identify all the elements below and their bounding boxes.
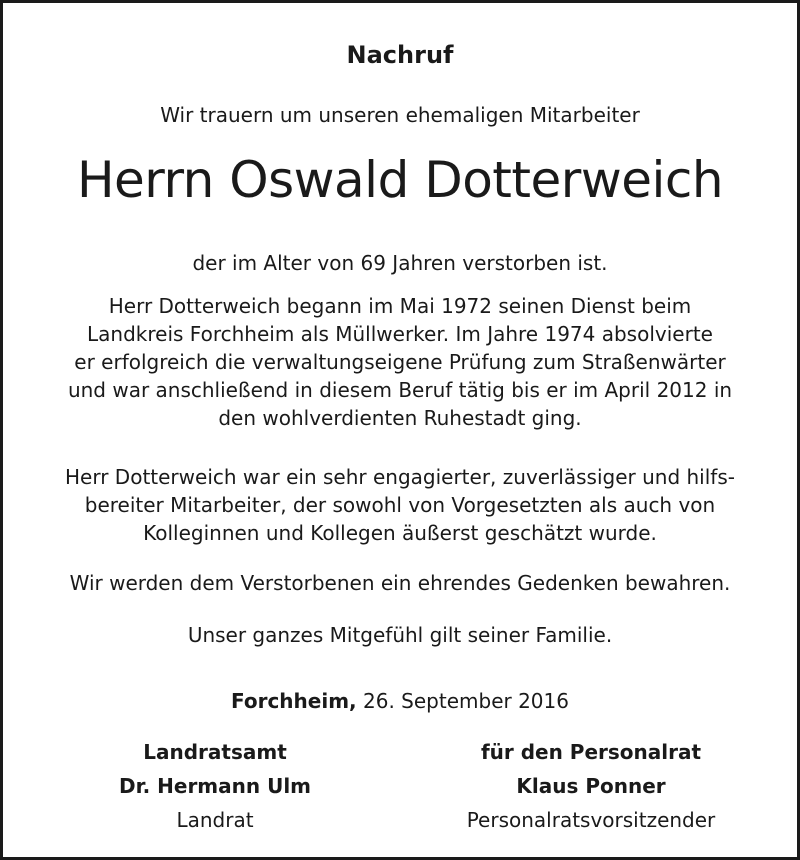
notice-heading: Nachruf bbox=[346, 41, 454, 69]
signature-role: Landrat bbox=[176, 808, 254, 832]
signature-role: Personalratsvorsitzender bbox=[466, 808, 716, 832]
biography-line: den wohlverdienten Ruhestadt ging. bbox=[218, 406, 582, 430]
biography-line: Landkreis Forchheim als Müllwerker. Im Jahre 1974 absolvierte bbox=[87, 322, 713, 346]
signature-organization: für den Personalrat bbox=[480, 740, 702, 764]
deceased-name: Herrn Oswald Dotterweich bbox=[76, 151, 724, 209]
remembrance-line: Wir werden dem Verstorbenen ein ehrendes Gedenken bewahren. bbox=[69, 571, 731, 595]
dedication-paragraph bbox=[3, 463, 797, 547]
biography-paragraph bbox=[3, 292, 797, 432]
notice-date: 26. September 2016 bbox=[363, 689, 569, 713]
place-date-line bbox=[3, 689, 797, 713]
dedication-line: Herr Dotterweich war ein sehr engagierter, zuverlässiger und hilfs- bbox=[65, 465, 735, 489]
dedication-line: Kolleginnen und Kollegen äußerst geschätzt wurde. bbox=[143, 521, 657, 545]
age-line: der im Alter von 69 Jahren verstorben ist. bbox=[192, 251, 608, 275]
signature-block-landratsamt bbox=[65, 735, 365, 837]
signature-block-personalrat bbox=[441, 735, 741, 837]
intro-line: Wir trauern um unseren ehemaligen Mitarbeiter bbox=[160, 103, 640, 127]
sympathy-line: Unser ganzes Mitgefühl gilt seiner Familie. bbox=[187, 623, 613, 647]
biography-line: und war anschließend in diesem Beruf tätig bis er im April 2012 in bbox=[67, 378, 733, 402]
signature-person: Klaus Ponner bbox=[516, 774, 666, 798]
signature-person: Dr. Hermann Ulm bbox=[118, 774, 312, 798]
place-name: Forchheim, bbox=[231, 689, 357, 713]
biography-line: er erfolgreich die verwaltungseigene Prüfung zum Straßenwärter bbox=[74, 350, 726, 374]
signature-organization: Landratsamt bbox=[143, 740, 287, 764]
biography-line: Herr Dotterweich begann im Mai 1972 seinen Dienst beim bbox=[108, 294, 692, 318]
dedication-line: bereiter Mitarbeiter, der sowohl von Vorgesetzten als auch von bbox=[84, 493, 716, 517]
